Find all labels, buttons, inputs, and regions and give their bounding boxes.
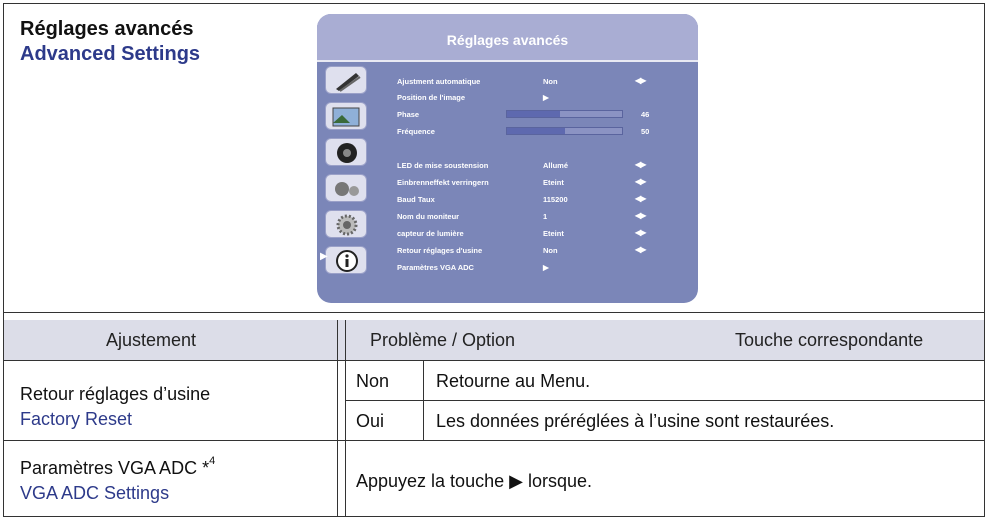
- frequency-slider[interactable]: [506, 127, 623, 135]
- osd-row-label: Nom du moniteur: [397, 212, 460, 221]
- osd-row-label: Ajustment automatique: [397, 77, 481, 86]
- tools-icon[interactable]: [325, 66, 367, 94]
- osd-row[interactable]: [397, 243, 677, 259]
- image-icon[interactable]: [325, 102, 367, 130]
- phase-slider[interactable]: [506, 110, 623, 118]
- vga-adc-description: [356, 471, 592, 492]
- osd-row[interactable]: [397, 175, 677, 191]
- osd-row[interactable]: [397, 209, 677, 225]
- left-right-arrow-icon: ◀▶: [635, 194, 646, 203]
- info-icon[interactable]: [325, 246, 367, 274]
- osd-row[interactable]: [397, 260, 677, 276]
- osd-row-value: Allumé: [543, 161, 569, 170]
- speaker-icon[interactable]: [325, 138, 367, 166]
- divider: [4, 360, 984, 361]
- factory-reset-label-fr: Retour réglages d’usine: [20, 384, 211, 404]
- divider: [346, 400, 984, 401]
- right-arrow-icon: ▶: [509, 471, 523, 491]
- divider: [4, 440, 984, 441]
- osd-row[interactable]: [397, 124, 677, 140]
- divider: [423, 360, 424, 440]
- osd-title: Réglages avancés: [446, 32, 569, 48]
- osd-row-label: Einbrenneffekt verringern: [397, 178, 489, 187]
- osd-row-label: Baud Taux: [397, 195, 435, 204]
- osd-row[interactable]: [397, 192, 677, 208]
- osd-row[interactable]: [397, 226, 677, 242]
- divider: [4, 312, 984, 313]
- option-non: Non: [356, 371, 390, 391]
- factory-reset-label-en: Factory Reset: [20, 409, 133, 429]
- gears-icon[interactable]: [325, 174, 367, 202]
- left-right-arrow-icon: ◀▶: [635, 76, 646, 85]
- page-title-en: Advanced Settings: [20, 43, 201, 65]
- divider: [337, 320, 338, 517]
- osd-row[interactable]: [397, 107, 677, 123]
- osd-row-label: Position de l'image: [397, 93, 466, 102]
- osd-row[interactable]: [397, 158, 677, 174]
- vga-adc-label-fr: [20, 455, 216, 479]
- osd-row-value: 115200: [543, 195, 568, 204]
- osd-row-value: Non: [543, 77, 558, 86]
- osd-row[interactable]: [397, 74, 677, 90]
- vga-adc-description-suffix: lorsque.: [522, 471, 593, 491]
- osd-row-value: ▶: [543, 93, 549, 102]
- frequency-slider-fill: [507, 128, 565, 134]
- osd-row-value: ▶: [543, 263, 549, 272]
- osd-row-value: Eteint: [543, 178, 564, 187]
- osd-row-value: Non: [543, 246, 558, 255]
- osd-icon-column: [319, 66, 381, 298]
- vga-adc-label-text: Paramètres VGA ADC *: [20, 458, 210, 478]
- vga-adc-label-en: VGA ADC Settings: [20, 483, 170, 503]
- osd-header: [317, 14, 698, 62]
- osd-row-label: capteur de lumière: [397, 229, 464, 238]
- frequency-value: 50: [641, 127, 650, 136]
- vga-adc-footnote: 4: [209, 455, 216, 467]
- osd-row-label: Phase: [397, 110, 420, 119]
- left-right-arrow-icon: ◀▶: [635, 177, 646, 186]
- vga-adc-description-prefix: Appuyez la touche: [356, 471, 505, 491]
- left-right-arrow-icon: ◀▶: [635, 211, 646, 220]
- gear-wheel-icon[interactable]: [325, 210, 367, 238]
- option-non-description: Retourne au Menu.: [436, 371, 591, 391]
- osd-row[interactable]: [397, 90, 677, 106]
- left-right-arrow-icon: ◀▶: [635, 160, 646, 169]
- header-adjustment: Ajustement: [106, 330, 197, 350]
- osd-row-value: Eteint: [543, 229, 564, 238]
- osd-row-disabled: [397, 141, 677, 157]
- selection-arrow-icon: ▶: [320, 251, 328, 262]
- osd-row-value: 1: [543, 212, 548, 221]
- osd-row-label: LED de mise soustension: [397, 161, 489, 170]
- header-problem: Problème / Option: [370, 330, 516, 350]
- phase-slider-fill: [507, 111, 560, 117]
- divider: [345, 320, 346, 517]
- osd-row-label: Fréquence: [397, 127, 435, 136]
- option-oui: Oui: [356, 411, 385, 431]
- left-right-arrow-icon: ◀▶: [635, 245, 646, 254]
- osd-row-label: Retour réglages d'usine: [397, 246, 483, 255]
- left-right-arrow-icon: ◀▶: [635, 228, 646, 237]
- page-title-fr: Réglages avancés: [20, 18, 194, 40]
- option-oui-description: Les données préréglées à l’usine sont restaurées.: [436, 411, 835, 431]
- header-key: Touche correspondante: [735, 330, 924, 350]
- osd-menu: [317, 14, 698, 303]
- phase-value: 46: [641, 110, 650, 119]
- osd-row-label: Paramètres VGA ADC: [397, 263, 474, 272]
